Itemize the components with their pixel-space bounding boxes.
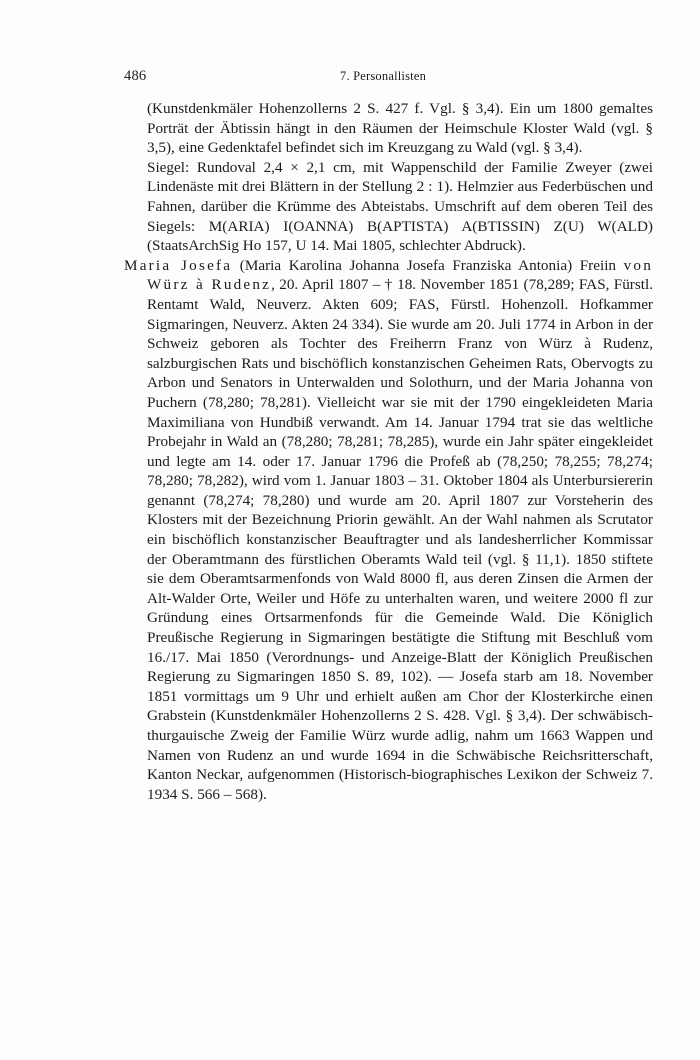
paragraph-seal: Siegel: Rundoval 2,4 × 2,1 cm, mit Wappenschild der Familie Zweyer (zwei Lindenäste mit drei Blättern in der Stellung 2 : 1). Helmzier aus Federbüschen und Fahnen, darüber die Krümme des Abteistabs. Umschrift auf dem oberen Teil des Siegels: M(ARIA) I(OANNA) B(APTISTA) A(BTISSIN) Z(U) W(ALD) (StaatsArchSig Ho 157, U 14. Mai 1805, schlechter Abdruck). <box>147 158 653 255</box>
body-text <box>124 99 653 804</box>
entry-name: Maria Josefa <box>124 256 233 274</box>
entry-text-part-1: (Maria Karolina Johanna Josefa Franziska Antonia) Freiin <box>232 256 624 274</box>
page-number: 486 <box>124 68 147 84</box>
entry-family-name: von Würz à Rudenz <box>147 256 653 294</box>
paragraph-entry-maria-josefa <box>124 256 653 805</box>
running-head: 7. Personallisten <box>340 69 427 83</box>
paragraph-continuation: (Kunstdenkmäler Hohenzollerns 2 S. 427 f. Vgl. § 3,4). Ein um 1800 gemaltes Porträt der Äbtissin hängt in den Räumen der Heimschule Kloster Wald (vgl. § 3,5), eine Gedenktafel befindet sich im Kreuzgang zu Wald (vgl. § 3,4). <box>147 100 653 157</box>
entry-text-part-2: , 20. April 1807 – † 18. November 1851 (78,289; FAS, Fürstl. Rentamt Wald, Neuverz. Akten 609; FAS, Fürstl. Hohenzoll. Hofkammer Sigmaringen, Neuverz. Akten 24 334). Sie wurde am 20. Juli 1774 in Arbon in der Schweiz geboren als Tochter des Freiherrn Franz von Würz à Rudenz, salzburgischen Rats und bischöflich konstanzischen Geheimen Rats, Obervogts zu Arbon und Senators in Unterwalden und Solothurn, und der Maria Johanna von Puchern (78,280; 78,281). Vielleicht war sie mit der 1790 eingekleideten Maria Maximiliana von Hundbiß verwandt. Am 14. Januar 1794 trat sie das weltliche Probejahr in Wald an (78,280; 78,281; 78,285), wurde ein Jahr später eingekleidet und legte am 14. oder 17. Januar 1796 die Profeß ab (78,250; 78,255; 78,274; 78,280; 78,282), wird vom 1. Januar 1803 – 31. Oktober 1804 als Unterbursiererin genannt (78,274; 78,280) und wurde am 20. April 1807 zur Vorsteherin des Klosters mit der Bezeichnung Priorin gewählt. An der Wahl nahmen als Scrutator ein bischöflich konstanzischer Beauftragter und als landesherrlicher Kommissar der Oberamtmann des fürstlichen Oberamts Wald teil (vgl. § 11,1). 1850 stiftete sie dem Oberamtsarmenfonds von Wald 8000 fl, aus deren Zinsen die Armen der Alt-Walder Orte, Weiler und Höfe zu unterhalten waren, und weitere 2000 fl zur Gründung eines Ortsarmenfonds für die Gemeinde Wald. Die Königlich Preußische Regierung in Sigmaringen bestätigte die Stiftung mit Beschluß vom 16./17. Mai 1850 (Verordnungs- und Anzeige-Blatt der Königlich Preußischen Regierung zu Sigmaringen 1850 S. 89, 102). — Josefa starb am 18. November 1851 vormittags um 9 Uhr und erhielt außen am Chor der Klosterkirche einen Grabstein (Kunstdenkmäler Hohenzollerns 2 S. 428. Vgl. § 3,4). Der schwäbisch-thurgauische Zweig der Familie Würz wurde adlig, nahm um 1663 Wappen und Namen von Rudenz an und wurde 1694 in die Schwäbische Reichsritterschaft, Kanton Neckar, aufgenommen (Historisch-biographisches Lexikon der Schweiz 7. 1934 S. 566 – 568). <box>147 276 653 803</box>
